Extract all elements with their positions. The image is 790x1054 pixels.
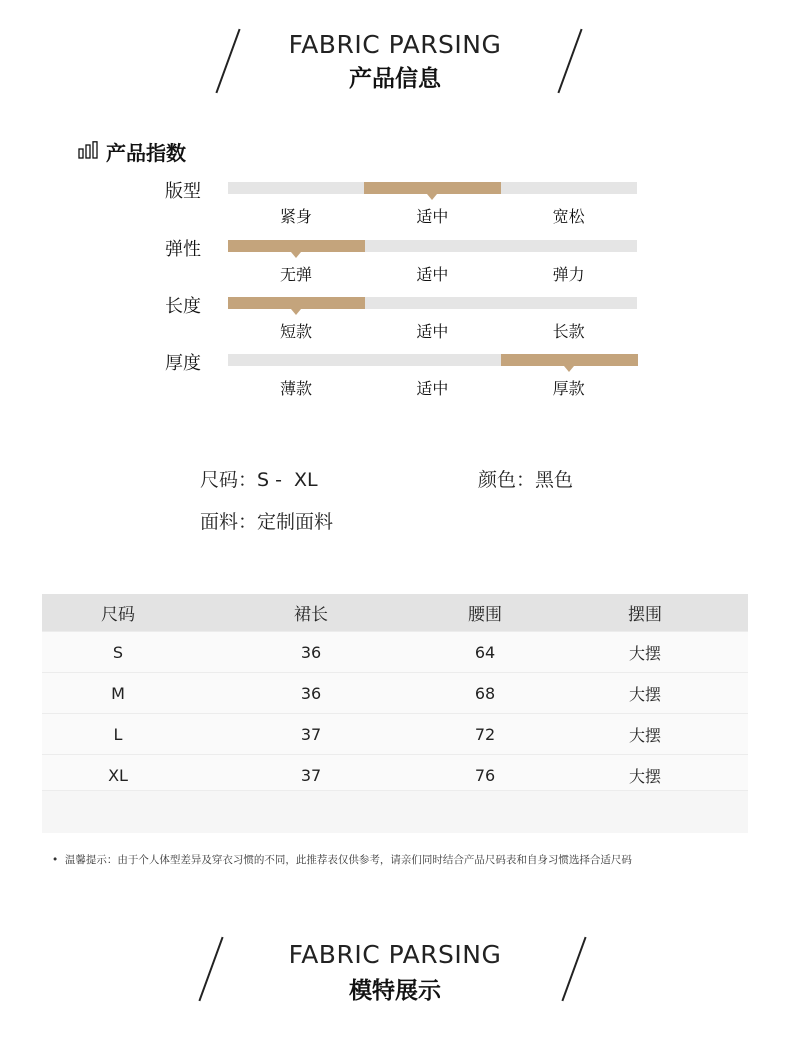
metric-option: 薄款 — [279, 379, 312, 398]
metric-option: 适中 — [416, 265, 449, 284]
table-cell: M — [42, 673, 194, 714]
footer-title-cn: 模特展示 — [349, 978, 441, 1004]
fabric-info: 面料：定制面料 — [200, 511, 334, 533]
table-cell: 64 — [428, 632, 542, 673]
table-cell: L — [42, 714, 194, 755]
bar-chart-icon — [78, 141, 98, 159]
col-header-waist: 腰围 — [428, 594, 542, 632]
metric-option: 适中 — [416, 322, 449, 341]
metric-fill — [228, 297, 365, 309]
metric-fill — [501, 354, 638, 366]
table-cell: 36 — [194, 673, 428, 714]
header-title-en: FABRIC PARSING — [288, 30, 502, 59]
table-cell: 大摆 — [542, 632, 748, 673]
table-cell: XL — [42, 755, 194, 796]
metric-option: 厚款 — [552, 379, 585, 398]
table-cell: S — [42, 632, 194, 673]
metric-label: 版型 — [165, 181, 201, 202]
metric-pointer — [427, 194, 437, 200]
table-row — [42, 755, 748, 796]
metric-fill — [364, 182, 501, 194]
metric-track — [228, 240, 637, 252]
metric-pointer — [291, 252, 301, 258]
metric-label: 弹性 — [165, 239, 201, 260]
table-cell: 68 — [428, 673, 542, 714]
metric-option: 紧身 — [279, 207, 312, 226]
bullet-icon: • — [52, 854, 65, 866]
size-table — [42, 594, 748, 795]
table-header-row — [42, 594, 748, 632]
metric-track — [228, 297, 637, 309]
metric-option: 适中 — [416, 379, 449, 398]
table-cell: 大摆 — [542, 714, 748, 755]
metric-option: 宽松 — [552, 207, 585, 226]
metric-option: 适中 — [416, 207, 449, 226]
metric-track — [228, 182, 637, 194]
metric-option: 弹力 — [552, 265, 585, 284]
section-title: 产品指数 — [106, 141, 186, 165]
footer-title-en: FABRIC PARSING — [288, 940, 502, 969]
table-cell: 72 — [428, 714, 542, 755]
metric-label: 厚度 — [165, 353, 201, 374]
table-cell: 37 — [194, 714, 428, 755]
metric-label: 长度 — [165, 296, 201, 317]
col-header-size: 尺码 — [42, 594, 194, 632]
table-row — [42, 714, 748, 755]
metric-option: 长款 — [552, 322, 585, 341]
header-title-cn: 产品信息 — [349, 66, 441, 92]
table-cell: 大摆 — [542, 755, 748, 796]
metric-pointer — [291, 309, 301, 315]
color-info: 颜色：黑色 — [478, 469, 574, 491]
tip-text: 温馨提示：由于个人体型差异及穿衣习惯的不同，此推荐表仅供参考，请亲们同时结合产品尺码表和自身习惯选择合适尺码 — [64, 854, 632, 866]
col-header-length: 裙长 — [194, 594, 428, 632]
metric-fill — [228, 240, 365, 252]
table-row — [42, 673, 748, 714]
table-cell: 76 — [428, 755, 542, 796]
col-header-hem: 摆围 — [542, 594, 748, 632]
metric-pointer — [564, 366, 574, 372]
table-row — [42, 632, 748, 673]
size-range: 尺码：S - XL — [200, 469, 318, 491]
size-tip — [52, 852, 632, 867]
table-cell: 37 — [194, 755, 428, 796]
table-empty-row — [42, 790, 748, 833]
table-cell: 36 — [194, 632, 428, 673]
table-cell: 大摆 — [542, 673, 748, 714]
metric-option: 短款 — [279, 322, 312, 341]
metric-option: 无弹 — [279, 265, 312, 284]
metric-track — [228, 354, 637, 366]
